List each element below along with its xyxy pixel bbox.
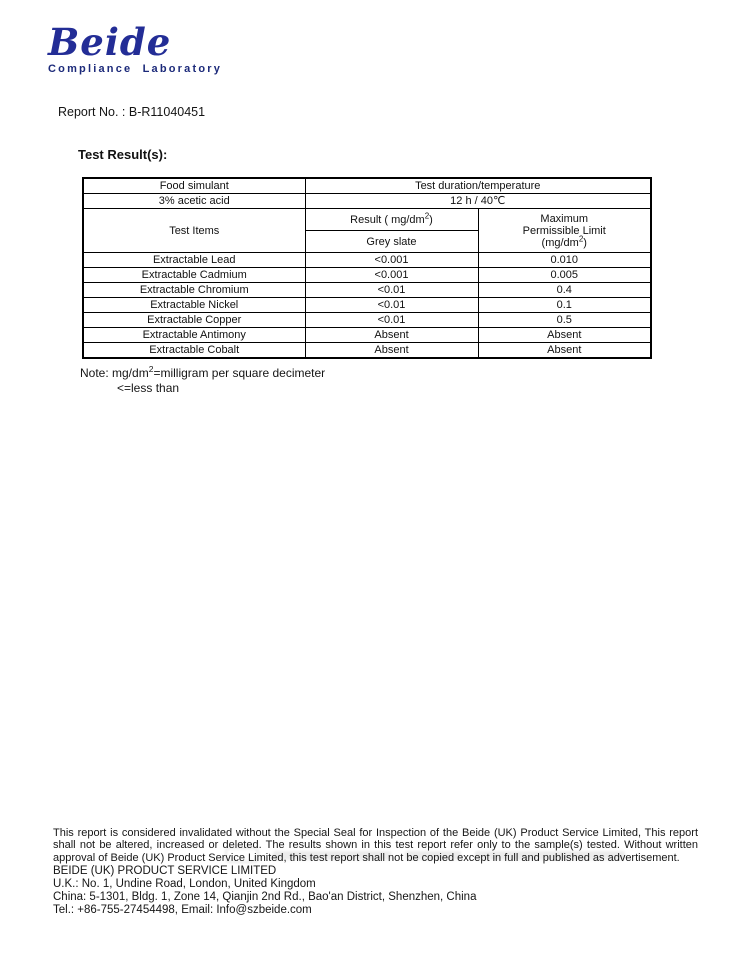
test-item: Extractable Lead	[83, 253, 305, 268]
test-limit: 0.1	[478, 298, 651, 313]
test-limit: 0.4	[478, 283, 651, 298]
test-limit: 0.5	[478, 313, 651, 328]
table-row	[83, 283, 651, 298]
duration-label: Test duration/temperature	[305, 178, 651, 194]
test-results-table	[82, 177, 652, 359]
test-item: Extractable Nickel	[83, 298, 305, 313]
table-row	[83, 313, 651, 328]
test-result: Absent	[305, 343, 478, 359]
table-row	[83, 253, 651, 268]
contact-line: Tel.: +86-755-27454498, Email: Info@szbeide.com	[53, 904, 312, 917]
company-logo	[48, 22, 222, 75]
test-item: Extractable Cadmium	[83, 268, 305, 283]
report-number: Report No. : B-R11040451	[58, 105, 206, 119]
test-item: Extractable Antimony	[83, 328, 305, 343]
test-item: Extractable Chromium	[83, 283, 305, 298]
test-item: Extractable Copper	[83, 313, 305, 328]
note-line-2: <=less than	[117, 381, 180, 395]
test-result: <0.01	[305, 313, 478, 328]
test-result: <0.01	[305, 283, 478, 298]
test-limit: 0.010	[478, 253, 651, 268]
test-items-label: Test Items	[83, 209, 305, 253]
brand-wordmark: Beide	[48, 20, 172, 64]
result-column-header: Result ( $mg/dm^2$)	[305, 209, 478, 231]
test-limit: 0.005	[478, 268, 651, 283]
sample-name: Grey slate	[305, 231, 478, 253]
uk-address: U.K.: No. 1, Undine Road, London, United Kingdom	[53, 878, 316, 891]
test-result: Absent	[305, 328, 478, 343]
table-row-food-simulant	[83, 178, 651, 194]
company-address-block	[53, 865, 698, 917]
test-result: <0.001	[305, 253, 478, 268]
test-item: Extractable Cobalt	[83, 343, 305, 359]
duration-value: 12 h / 40℃	[305, 194, 651, 209]
table-row-result-header	[83, 209, 651, 231]
note-line-1: Note: $mg/dm^2=milligram$ per square decimeter	[80, 364, 326, 380]
food-simulant-label: Food simulant	[83, 178, 305, 194]
table-row	[83, 343, 651, 359]
test-result: <0.01	[305, 298, 478, 313]
table-note	[80, 366, 325, 396]
disclaimer-text: This report is considered invalidated without the Special Seal for Inspection of the Beide (UK) Product Service Limited, This report shall not be altered, increased or deleted. The results shown in this test report refer only to the sample(s) tested. Without written approval of Beide (UK) Product Service Limited, this test report shall not be copied except in full and published as advertisement.	[53, 827, 698, 864]
china-address: China: 5-1301, Bldg. 1, Zone 14, Qianjin 2nd Rd., Bao'an District, Shenzhen, China	[53, 891, 477, 904]
limit-column-header: Maximum Permissible Limit $(mg/dm^2)$	[478, 209, 651, 253]
table-row	[83, 328, 651, 343]
test-results-heading: Test Result(s):	[78, 147, 168, 162]
footer	[53, 827, 698, 917]
table-row	[83, 298, 651, 313]
brand-subtitle: Compliance Laboratory	[48, 63, 223, 75]
company-name: BEIDE (UK) PRODUCT SERVICE LIMITED	[53, 865, 277, 878]
table-row-simulant-value	[83, 194, 651, 209]
table-row	[83, 268, 651, 283]
test-result: <0.001	[305, 268, 478, 283]
test-limit: Absent	[478, 328, 651, 343]
food-simulant-value: 3% acetic acid	[83, 194, 305, 209]
test-limit: Absent	[478, 343, 651, 359]
